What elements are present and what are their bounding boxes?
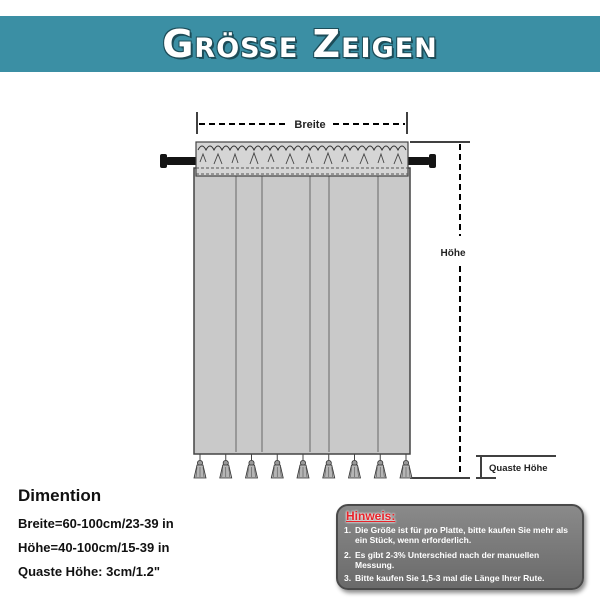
tassel xyxy=(246,454,258,478)
note-item-text: Es gibt 2-3% Unterschied nach der manuellen Messung. xyxy=(355,550,540,570)
tassel xyxy=(323,454,335,478)
note-item-text: Bitte kaufen Sie 1,5-3 mal die Länge Ihrer Rute. xyxy=(355,573,545,583)
note-item-text: Die Größe ist für pro Platte, bitte kaufen Sie mehr als ein Stück, wenn erforderlich. xyxy=(355,525,569,545)
dimensions-title: Dimention xyxy=(18,486,102,505)
tassel-row xyxy=(194,454,412,478)
tassel-dimension xyxy=(476,456,556,478)
note-item-2 xyxy=(344,550,580,570)
tassel xyxy=(374,454,386,478)
note-item-number: 3. xyxy=(344,573,352,583)
tassel xyxy=(220,454,232,478)
tassel-height-label: Quaste Höhe xyxy=(489,463,548,474)
note-item-1 xyxy=(344,525,580,545)
spec-height: Höhe=40-100cm/15-39 in xyxy=(18,540,170,555)
tassel xyxy=(271,454,283,478)
note-box xyxy=(336,504,584,590)
width-dimension xyxy=(197,112,407,134)
tassel xyxy=(194,454,206,478)
height-label: Höhe xyxy=(440,248,466,259)
tassel xyxy=(400,454,412,478)
height-dimension xyxy=(410,142,470,478)
tassel xyxy=(297,454,309,478)
width-label: Breite xyxy=(294,119,326,131)
tassel xyxy=(349,454,361,478)
page-title: Größe Zeigen xyxy=(162,22,438,66)
curtain-panel xyxy=(194,142,410,454)
note-item-number: 2. xyxy=(344,550,352,560)
note-title: Hinweis: xyxy=(346,509,396,523)
note-item-number: 1. xyxy=(344,525,352,535)
spec-tassel-height: Quaste Höhe: 3cm/1.2" xyxy=(18,564,160,579)
note-item-3 xyxy=(344,573,580,583)
spec-width: Breite=60-100cm/23-39 in xyxy=(18,516,174,531)
